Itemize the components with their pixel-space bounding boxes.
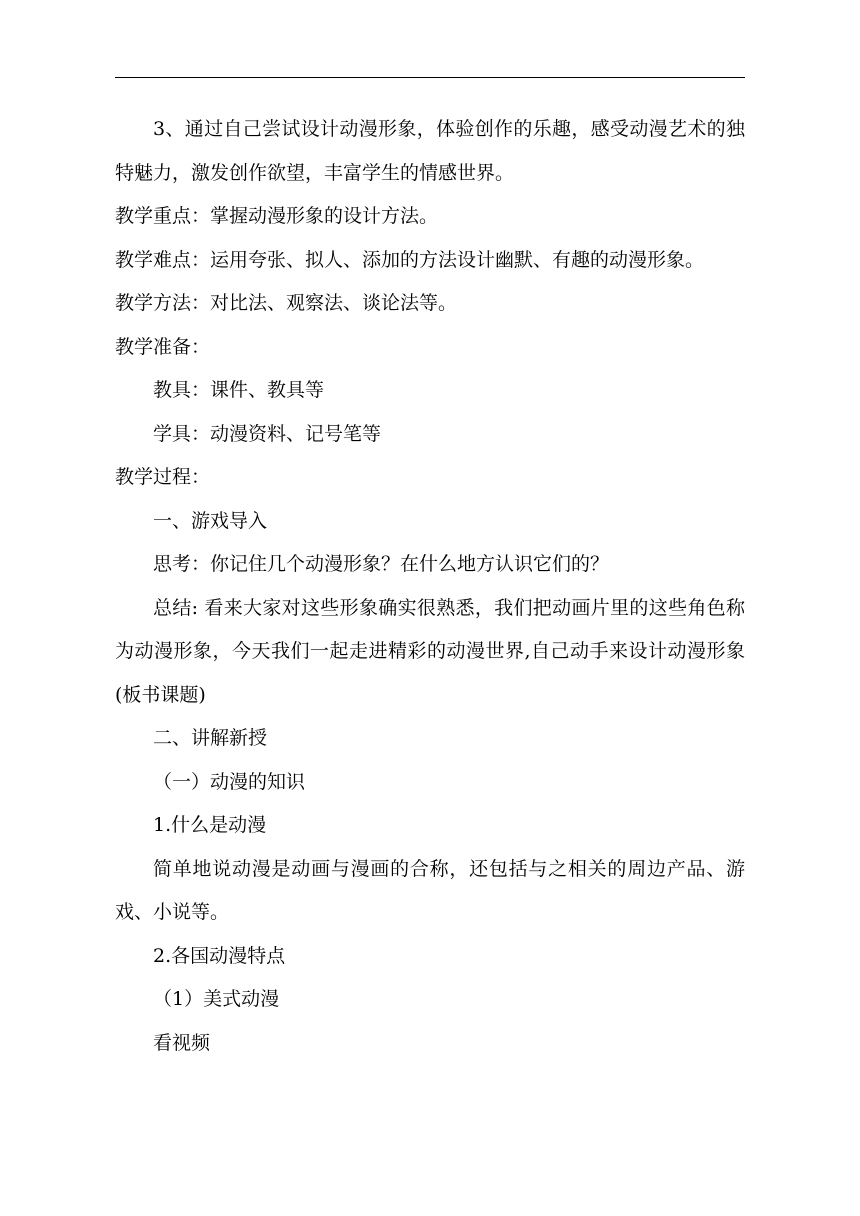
teaching-methods: 教学方法：对比法、观察法、谈论法等。 [115, 292, 458, 314]
subsection-1-heading: （一）动漫的知识 [153, 770, 306, 793]
watch-video-text: 看视频 [153, 1031, 211, 1054]
objective-3-paragraph: 3、通过自己尝试设计动漫形象，体验创作的乐趣，感受动漫艺术的独特魅力，激发创作欲望，丰富学生的情感世界。 [115, 118, 745, 184]
american-anime-heading: （1）美式动漫 [153, 988, 280, 1010]
document-body [115, 108, 745, 1065]
header-rule [115, 77, 745, 78]
teaching-preparation-heading: 教学准备： [115, 335, 211, 358]
teacher-materials: 教具：课件、教具等 [153, 379, 325, 401]
summary-paragraph: 总结: 看来大家对这些形象确实很熟悉，我们把动画片里的这些角色称为动漫形象，今天我们一起走进精彩的动漫世界,自己动手来设计动漫形象(板书课题) [115, 596, 745, 706]
teaching-difficulty: 教学难点：运用夸张、拟人、添加的方法设计幽默、有趣的动漫形象。 [115, 248, 705, 271]
teaching-focus: 教学重点：掌握动漫形象的设计方法。 [115, 205, 439, 227]
item-2-heading: 2.各国动漫特点 [153, 944, 286, 967]
anime-definition-paragraph: 简单地说动漫是动画与漫画的合称，还包括与之相关的周边产品、游戏、小说等。 [115, 857, 745, 923]
teaching-process-heading: 教学过程： [115, 466, 211, 488]
student-materials: 学具：动漫资料、记号笔等 [153, 422, 382, 445]
section-2-heading: 二、讲解新授 [153, 727, 268, 749]
item-1-heading: 1.什么是动漫 [153, 814, 267, 836]
section-1-heading: 一、游戏导入 [153, 509, 268, 532]
think-question: 思考：你记住几个动漫形象？在什么地方认识它们的？ [153, 553, 610, 575]
